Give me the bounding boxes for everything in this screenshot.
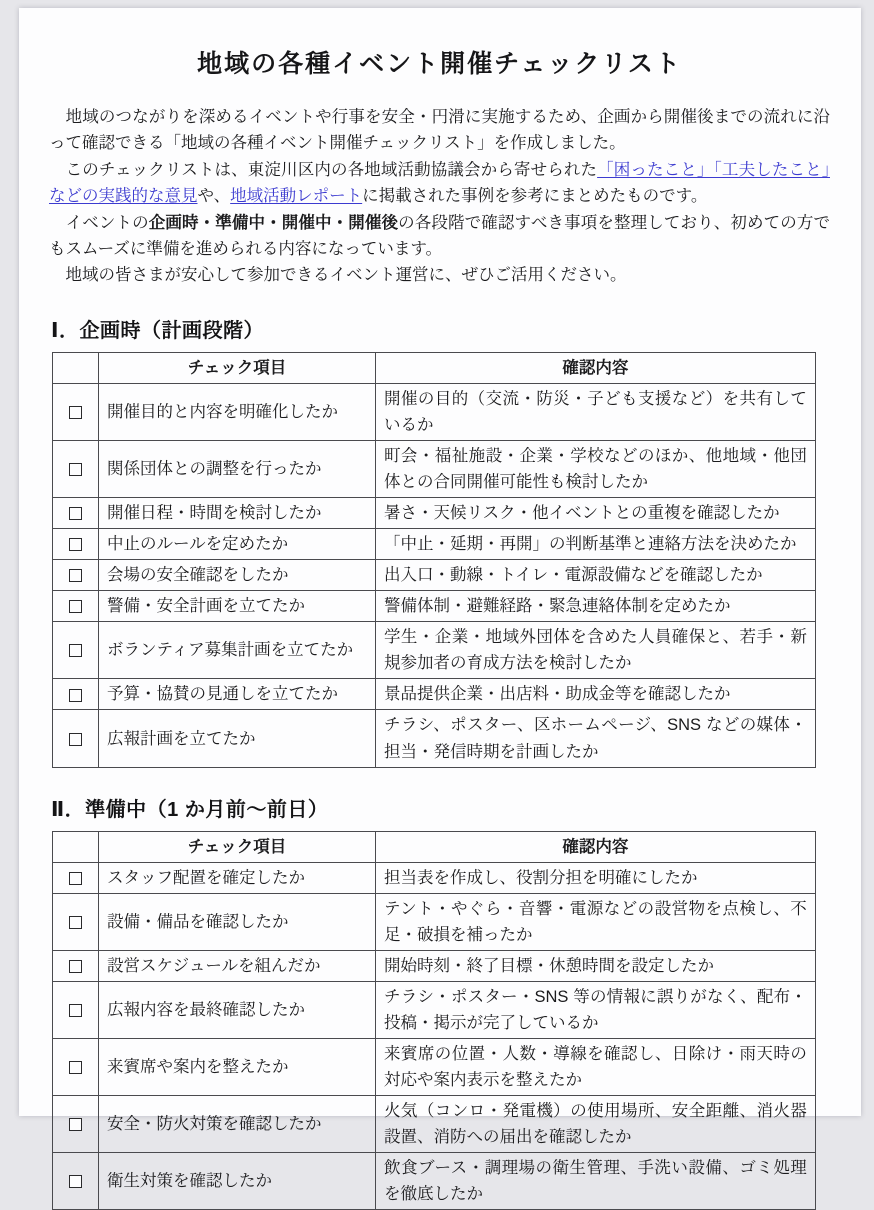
document-page [19,8,861,1204]
checkbox-column-header [53,831,99,862]
table-row [53,1096,816,1153]
intro-p2-text-after: に掲載された事例を参考にまとめたものです。 [362,187,708,206]
detail-cell: 担当表を作成し、役割分担を明確にしたか [376,862,816,893]
planning-checklist-table [52,352,816,768]
table-row [53,710,816,767]
intro-p3-text-after: の各段階で確認すべき事項を整理しており、初めての方でもスムーズに準備を進められる内容になっています。 [49,213,831,258]
checkbox-icon [69,538,82,551]
checkbox-icon [69,872,82,885]
check-item-cell: 安全・防火対策を確認したか [99,1096,376,1153]
check-item-cell: 会場の安全確認をしたか [99,560,376,591]
check-item-cell: 中止のルールを定めたか [99,529,376,560]
check-item-cell: 広報内容を最終確認したか [99,981,376,1038]
check-item-cell: ボランティア募集計画を立てたか [99,622,376,679]
section-heading-planning: Ⅰ．企画時（計画段階） [51,319,264,342]
check-item-cell: 設営スケジュールを組んだか [99,950,376,981]
table-row [53,529,816,560]
table-row [53,679,816,710]
checkbox-icon [69,1118,82,1131]
checkbox-cell [53,1153,99,1210]
checkbox-icon [69,1061,82,1074]
checkbox-icon [69,1175,82,1188]
checkbox-icon [69,600,82,613]
page-title: 地域の各種イベント開催チェックリスト [197,50,682,78]
table-row [53,591,816,622]
checkbox-icon [69,916,82,929]
table-row [53,1039,816,1096]
preparation-checklist-table [52,831,816,1210]
checkbox-icon [69,960,82,973]
checkbox-icon [69,689,82,702]
intro-p3-stages-bold: 企画時・準備中・開催中・開催後 [148,213,399,232]
checkbox-cell [53,710,99,767]
intro-p2-text-before: このチェックリストは、東淀川区内の各地域活動協議会から寄せられた [49,160,598,179]
checkbox-icon [69,733,82,746]
detail-cell: 「中止・延期・再開」の判断基準と連絡方法を決めたか [376,529,816,560]
detail-cell: 学生・企業・地域外団体を含めた人員確保と、若手・新規参加者の育成方法を検討したか [376,622,816,679]
table-row [53,1153,816,1210]
checkbox-icon [69,644,82,657]
checkbox-cell [53,560,99,591]
table-row [53,893,816,950]
detail-cell: 景品提供企業・出店料・助成金等を確認したか [376,679,816,710]
link-practical-opinions[interactable]: 「困ったこと」「工夫したこと」などの実践的な意見 [49,160,830,206]
link-community-activity-report[interactable]: 地域活動レポート [230,187,363,206]
detail-cell: 暑さ・天候リスク・他イベントとの重複を確認したか [376,498,816,529]
detail-cell: 町会・福祉施設・企業・学校などのほか、他地域・他団体との合同開催可能性も検討したか [376,440,816,497]
intro-paragraph-3 [49,210,830,263]
table-header-row [53,831,816,862]
check-item-column-header: チェック項目 [99,352,376,383]
checkbox-cell [53,383,99,440]
checkbox-cell [53,1039,99,1096]
table-row [53,622,816,679]
check-item-cell: 予算・協賛の見通しを立てたか [99,679,376,710]
check-item-cell: 設備・備品を確認したか [99,893,376,950]
checkbox-cell [53,591,99,622]
intro-paragraph-4: 地域の皆さまが安心して参加できるイベント運営に、ぜひご活用ください。 [49,266,627,285]
check-item-cell: 関係団体との調整を行ったか [99,440,376,497]
checkbox-cell [53,498,99,529]
check-item-cell: 開催目的と内容を明確化したか [99,383,376,440]
checkbox-cell [53,1096,99,1153]
check-item-column-header: チェック項目 [99,831,376,862]
detail-column-header: 確認内容 [376,352,816,383]
checkbox-cell [53,529,99,560]
table-row [53,383,816,440]
table-row [53,981,816,1038]
checkbox-cell [53,950,99,981]
intro-paragraph-1: 地域のつながりを深めるイベントや行事を安全・円滑に実施するため、企画から開催後までの流れに沿って確認できる「地域の各種イベント開催チェックリスト」を作成しました。 [49,108,830,153]
check-item-cell: スタッフ配置を確定したか [99,862,376,893]
check-item-cell: 広報計画を立てたか [99,710,376,767]
checkbox-cell [53,622,99,679]
detail-cell: チラシ、ポスター、区ホームページ、SNS などの媒体・担当・発信時期を計画したか [376,710,816,767]
check-item-cell: 衛生対策を確認したか [99,1153,376,1210]
table-row [53,950,816,981]
detail-cell: 来賓席の位置・人数・導線を確認し、日除け・雨天時の対応や案内表示を整えたか [376,1039,816,1096]
checkbox-icon [69,463,82,476]
table-row [53,440,816,497]
detail-cell: 飲食ブース・調理場の衛生管理、手洗い設備、ゴミ処理を徹底したか [376,1153,816,1210]
detail-column-header: 確認内容 [376,831,816,862]
detail-cell: 火気（コンロ・発電機）の使用場所、安全距離、消火器設置、消防への届出を確認したか [376,1096,816,1153]
detail-cell: 開催の目的（交流・防災・子ども支援など）を共有しているか [376,383,816,440]
table-row [53,862,816,893]
checkbox-icon [69,569,82,582]
intro-paragraph-2 [49,157,830,210]
detail-cell: 警備体制・避難経路・緊急連絡体制を定めたか [376,591,816,622]
intro-paragraphs [49,104,830,289]
table-row [53,560,816,591]
intro-p3-text-before: イベントの [49,213,149,232]
table-header-row [53,352,816,383]
checkbox-column-header [53,352,99,383]
checkbox-icon [69,507,82,520]
intro-p2-text-mid: や、 [197,187,231,206]
check-item-cell: 来賓席や案内を整えたか [99,1039,376,1096]
table-row [53,498,816,529]
checkbox-icon [69,1004,82,1017]
check-item-cell: 開催日程・時間を検討したか [99,498,376,529]
detail-cell: 開始時刻・終了目標・休憩時間を設定したか [376,950,816,981]
check-item-cell: 警備・安全計画を立てたか [99,591,376,622]
section-heading-preparation: Ⅱ．準備中（1 か月前～前日） [51,798,329,821]
checkbox-cell [53,981,99,1038]
checkbox-cell [53,440,99,497]
checkbox-cell [53,679,99,710]
detail-cell: 出入口・動線・トイレ・電源設備などを確認したか [376,560,816,591]
detail-cell: チラシ・ポスター・SNS 等の情報に誤りがなく、配布・投稿・掲示が完了しているか [376,981,816,1038]
detail-cell: テント・やぐら・音響・電源などの設営物を点検し、不足・破損を補ったか [376,893,816,950]
checkbox-cell [53,862,99,893]
checkbox-cell [53,893,99,950]
checkbox-icon [69,406,82,419]
